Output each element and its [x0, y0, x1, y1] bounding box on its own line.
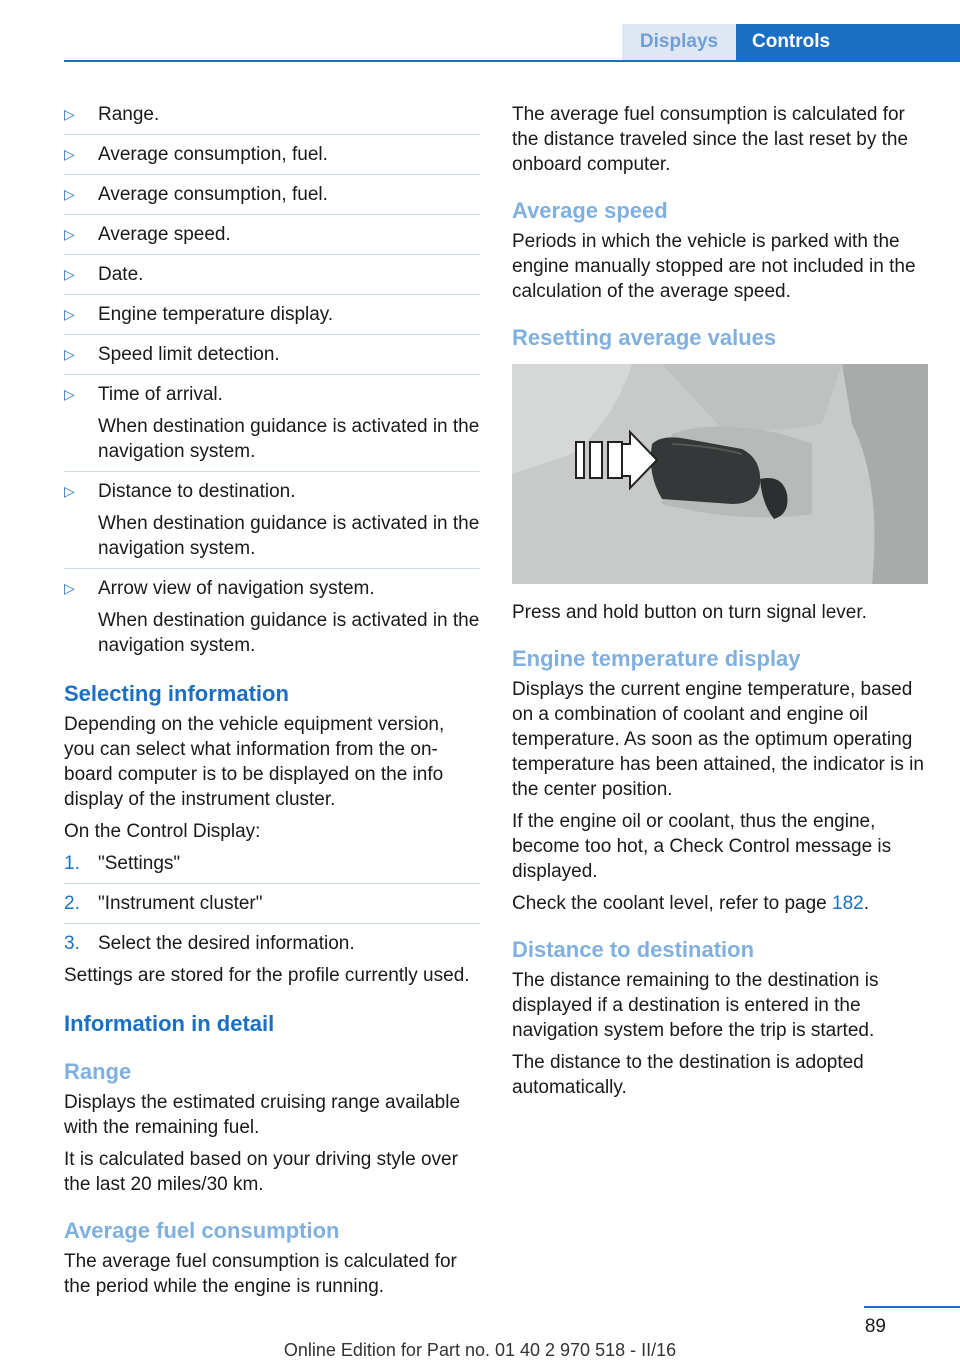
list-item-text: Arrow view of navigation system.	[98, 578, 375, 599]
step-item	[64, 851, 480, 876]
list-item-text: Time of arrival.	[98, 384, 223, 405]
coolant-end: .	[863, 893, 870, 914]
triangle-right-icon: ▷	[64, 306, 75, 322]
triangle-right-icon: ▷	[64, 580, 75, 596]
subheading-avg-fuel: Average fuel consumption	[64, 1218, 340, 1243]
list-item-note: When destination guidance is activated in the navigation system.	[98, 416, 480, 462]
paragraph: The average fuel consumption is calculated for the distance traveled since the last reset by the onboard computer.	[512, 104, 909, 175]
step-number: 3.	[64, 933, 80, 954]
list-item-text: Average speed.	[98, 224, 231, 245]
list-item	[64, 262, 480, 287]
subheading-range: Range	[64, 1059, 132, 1084]
list-item-text: Average consumption, fuel.	[98, 144, 328, 165]
paragraph: Displays the current engine temperature, based on a combination of coolant and engine oil temperature. As soon as the optimum operating temperature has been attained, the indicator is in the center position.	[512, 679, 924, 800]
divider	[64, 568, 480, 569]
left-column	[64, 102, 480, 1306]
page-number: 89	[864, 1316, 886, 1337]
figure-caption: Press and hold button on turn signal lever.	[512, 602, 867, 623]
triangle-right-icon: ▷	[64, 266, 75, 282]
tab-displays[interactable]: Displays	[622, 24, 736, 60]
paragraph: If the engine oil or coolant, thus the engine, become too hot, a Check Control message is displayed.	[512, 811, 892, 882]
subheading-reset: Resetting average values	[512, 325, 777, 350]
list-item-note: When destination guidance is activated in the navigation system.	[98, 513, 480, 559]
step-number: 2.	[64, 893, 80, 914]
list-item	[64, 479, 480, 561]
tab-controls[interactable]: Controls	[736, 24, 960, 60]
divider	[64, 923, 480, 924]
divider	[64, 374, 480, 375]
divider	[64, 334, 480, 335]
divider	[64, 174, 480, 175]
triangle-right-icon: ▷	[64, 146, 75, 162]
list-item	[64, 576, 480, 658]
subheading-avg-speed: Average speed	[512, 198, 668, 223]
list-item	[64, 102, 480, 127]
triangle-right-icon: ▷	[64, 226, 75, 242]
divider	[64, 134, 480, 135]
section-heading-selecting: Selecting information	[64, 681, 289, 706]
divider	[64, 254, 480, 255]
paragraph	[512, 891, 930, 916]
triangle-right-icon: ▷	[64, 106, 75, 122]
list-item-text: Distance to destination.	[98, 481, 296, 502]
turn-signal-lever-illustration	[512, 364, 928, 584]
divider	[64, 471, 480, 472]
triangle-right-icon: ▷	[64, 483, 75, 499]
paragraph: The distance remaining to the destination is displayed if a destination is entered in the navigation system before the trip is started.	[512, 970, 879, 1041]
right-column	[512, 102, 930, 1107]
footer-rule	[864, 1306, 960, 1308]
header-rule	[64, 60, 960, 62]
step-text: Select the desired information.	[98, 933, 355, 954]
paragraph: Displays the estimated cruising range available with the remaining fuel.	[64, 1092, 461, 1138]
step-item	[64, 931, 480, 956]
list-item-note: When destination guidance is activated in the navigation system.	[98, 610, 480, 656]
paragraph: On the Control Display:	[64, 821, 261, 842]
list-item	[64, 142, 480, 167]
divider	[64, 294, 480, 295]
subheading-distance: Distance to destination	[512, 937, 755, 962]
step-text: "Instrument cluster"	[98, 893, 263, 914]
triangle-right-icon: ▷	[64, 346, 75, 362]
paragraph: Periods in which the vehicle is parked with the engine manually stopped are not included in the calculation of the average speed.	[512, 231, 916, 302]
list-item-text: Average consumption, fuel.	[98, 184, 328, 205]
step-text: "Settings"	[98, 853, 181, 874]
list-item	[64, 342, 480, 367]
list-item-text: Range.	[98, 104, 160, 125]
list-item-text: Engine temperature display.	[98, 304, 334, 325]
step-item	[64, 891, 480, 916]
list-item	[64, 382, 480, 464]
list-item	[64, 182, 480, 207]
list-item	[64, 222, 480, 247]
list-item	[64, 302, 480, 327]
section-heading-info: Information in detail	[64, 1011, 275, 1036]
divider	[64, 883, 480, 884]
footer-edition: Online Edition for Part no. 01 40 2 970 518 - II/16	[283, 1340, 677, 1360]
paragraph: The average fuel consumption is calculated for the period while the engine is running.	[64, 1251, 457, 1297]
step-number: 1.	[64, 853, 80, 874]
paragraph: It is calculated based on your driving style over the last 20 miles/30 km.	[64, 1149, 458, 1195]
triangle-right-icon: ▷	[64, 186, 75, 202]
list-item-text: Speed limit detection.	[98, 344, 280, 365]
paragraph: Depending on the vehicle equipment version, you can select what information from the on-board computer is to be displayed on the info display of the instrument cluster.	[64, 714, 445, 810]
page-link[interactable]: 182	[832, 893, 864, 914]
subheading-engine-temp: Engine temperature display	[512, 646, 801, 671]
turn-signal-lever-image	[512, 364, 928, 584]
paragraph: The distance to the destination is adopted automatically.	[512, 1052, 864, 1098]
coolant-text: Check the coolant level, refer to page	[512, 893, 833, 914]
divider	[64, 214, 480, 215]
list-item-text: Date.	[98, 264, 144, 285]
triangle-right-icon: ▷	[64, 386, 75, 402]
paragraph: Settings are stored for the profile currently used.	[64, 965, 470, 986]
